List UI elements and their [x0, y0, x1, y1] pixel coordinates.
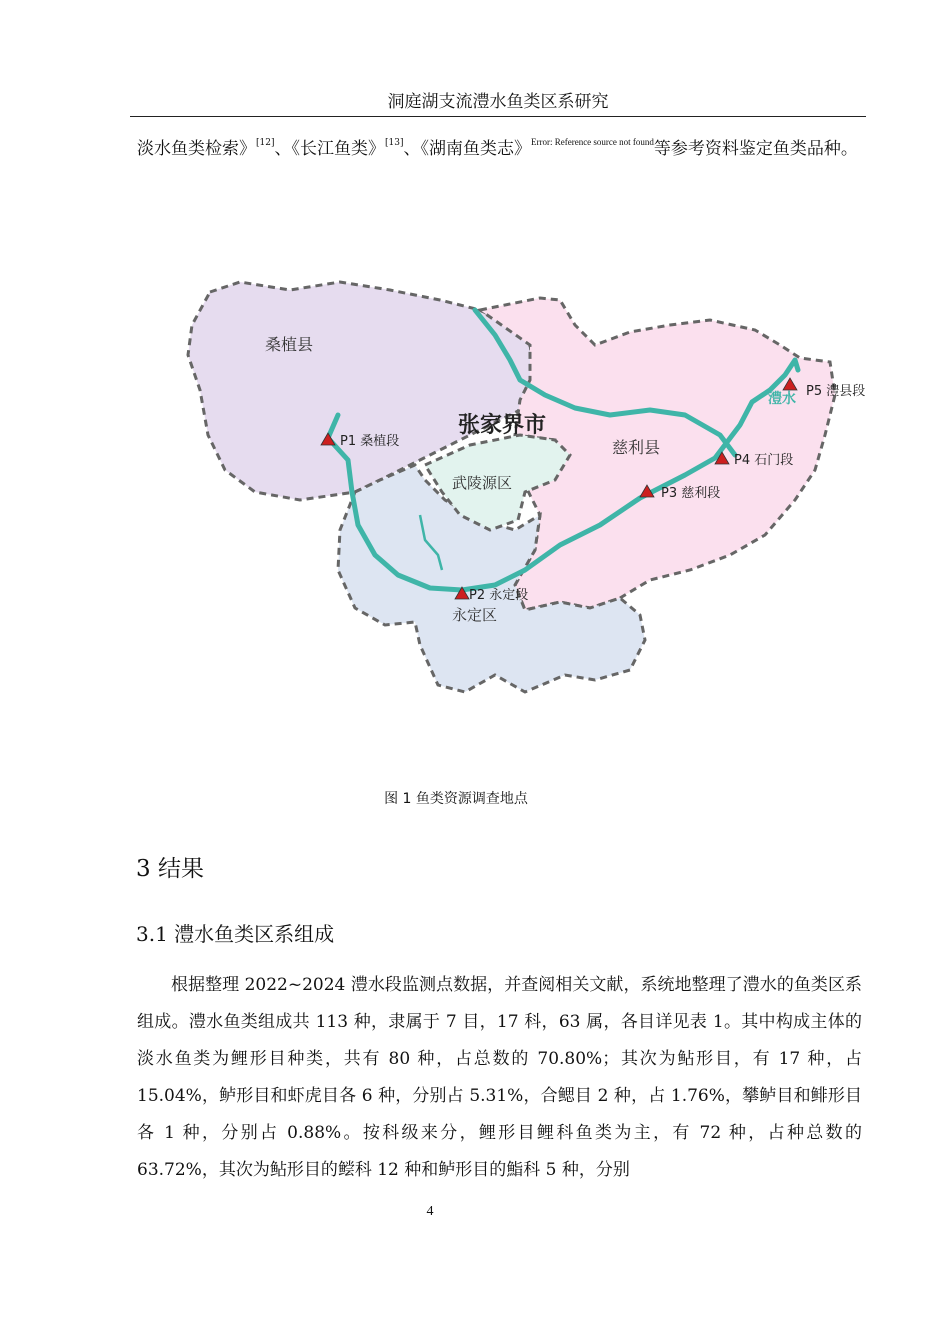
intro-text-2: 、《长江鱼类》 — [274, 139, 385, 159]
intro-text-1: 淡水鱼类检索》 — [137, 139, 256, 159]
section-heading-3: 3 结果 — [136, 856, 204, 882]
site-label-p4: P4 石门段 — [734, 453, 794, 468]
site-label-p1: P1 桑植段 — [340, 434, 400, 449]
running-header: 洞庭湖支流澧水鱼类区系研究 — [130, 90, 866, 117]
page-number: 4 — [426, 1204, 434, 1219]
site-label-p2: P2 永定段 — [469, 588, 529, 603]
label-river: 澧水 — [768, 391, 796, 407]
label-sangzhi: 桑植县 — [265, 335, 314, 354]
survey-map — [180, 230, 880, 750]
citation-12[interactable]: [12] — [256, 138, 275, 148]
label-cili: 慈利县 — [612, 438, 661, 457]
intro-paragraph — [137, 131, 862, 168]
section-3-1-body: 根据整理 2022~2024 澧水段监测点数据，并查阅相关文献，系统地整理了澧水的鱼类区系组成。澧水鱼类组成共 113 种，隶属于 7 目，17 科，63 属，各目详见表 1。其中构成主体的淡水鱼类为鲤形目种类，共有 80 种，占总数的 70.80%；其次为鲇形目，有 17 种，占 15.04%，鲈形目和虾虎目各 6 种，分别占 5.31%，合鳃目 2 种，占 1.76%，攀鲈目和鲱形目各 1 种，分别占 0.88%。按科级来分，鲤形目鲤科鱼类为主，有 72 种，占种总数的 63.72%，其次为鲇形目的鲿科 12 种和鲈形目的鮨科 5 种，分别 — [137, 975, 862, 1180]
survey-map-figure — [180, 230, 880, 750]
site-label-p5: P5 澧县段 — [806, 384, 866, 399]
site-label-p3: P3 慈利段 — [661, 486, 721, 501]
label-yongding: 永定区 — [452, 606, 498, 624]
label-wulingyuan: 武陵源区 — [452, 474, 513, 492]
intro-text-4: 等参考资料鉴定鱼类品种。 — [653, 139, 858, 159]
figure-caption: 图 1 鱼类资源调查地点 — [384, 791, 528, 807]
reference-error: Error: Reference source not found — [530, 137, 654, 147]
label-city: 张家界市 — [458, 413, 547, 438]
section-heading-3-1: 3.1 澧水鱼类区系组成 — [136, 922, 335, 946]
citation-13[interactable]: [13] — [384, 138, 404, 148]
intro-text-3: 、《湖南鱼类志》 — [403, 139, 531, 159]
